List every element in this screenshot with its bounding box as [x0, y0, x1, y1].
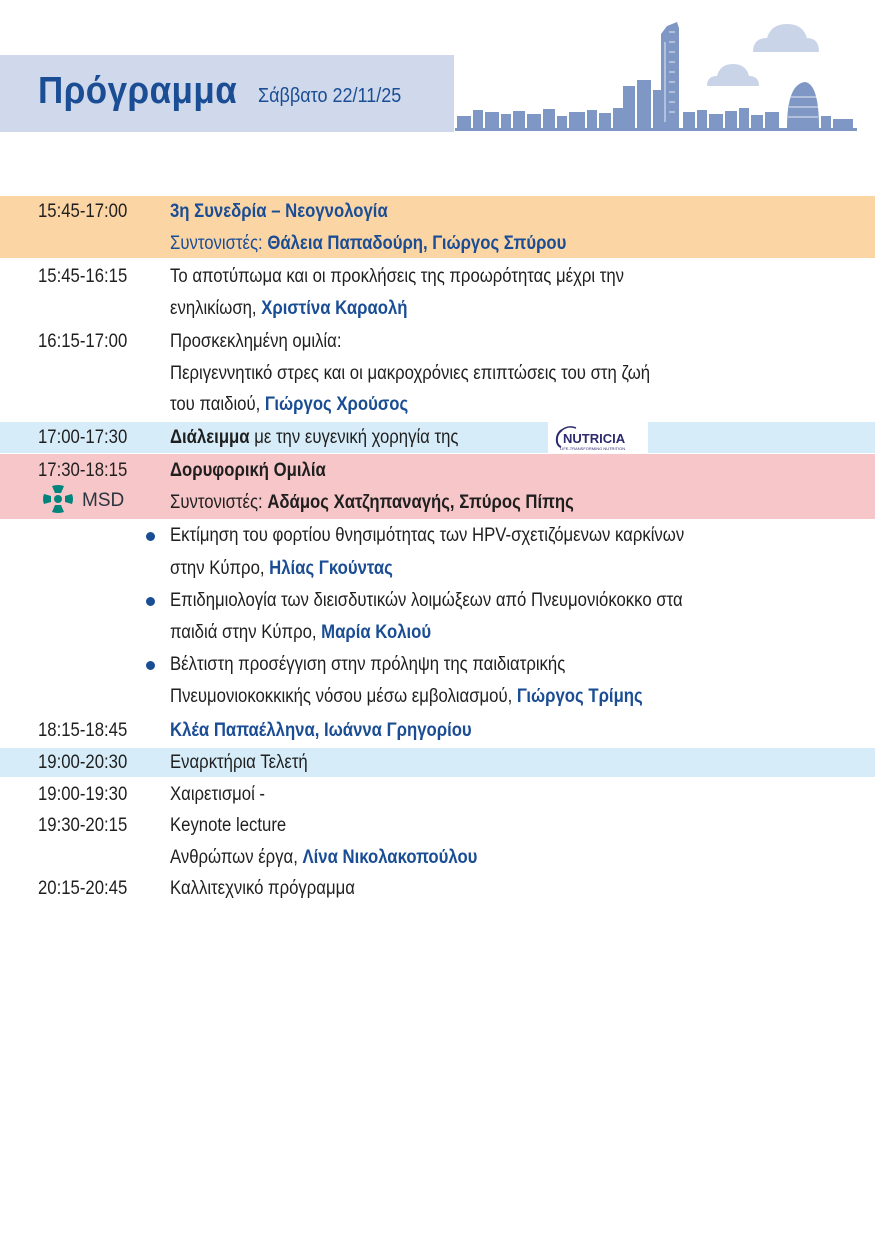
item-title: Εκτίμηση του φορτίου θνησιμότητας των HPV-σχετιζόμενων καρκίνων [170, 525, 685, 546]
moderators-label: Συντονιστές: [170, 492, 263, 513]
slot-time: 20:15-20:45 [38, 878, 128, 899]
bullet-item [0, 649, 875, 681]
city-skyline-illustration [455, 12, 865, 137]
schedule-row [0, 873, 875, 905]
break-row [0, 422, 875, 454]
talk-time: 15:45-16:15 [38, 266, 128, 287]
bullet-item-continued [0, 617, 875, 649]
schedule-row [0, 261, 875, 293]
opening-title: Εναρκτήρια Τελετή [170, 752, 308, 773]
break-label-bold: Διάλειμμα [170, 427, 250, 448]
speaker-name: Χριστίνα Καραολή [261, 298, 408, 319]
item-title-continued [170, 553, 393, 585]
speaker-name: Γιώργος Χρούσος [264, 394, 409, 415]
satellite-moderators-row [0, 487, 875, 519]
talk-title-text: του παιδιού, [170, 394, 261, 415]
slot-text: Ανθρώπων έργα, [170, 847, 298, 868]
schedule-row [0, 326, 875, 358]
session-title: 3η Συνεδρία – Νεογνολογία [170, 201, 388, 222]
speaker-name: Γιώργος Τρίμης [516, 686, 643, 707]
session-moderators-row [0, 228, 875, 260]
satellite-title: Δορυφορική Ομιλία [170, 460, 326, 481]
opening-header-row [0, 747, 875, 779]
item-title-continued [170, 681, 643, 713]
talk-time: 16:15-17:00 [38, 331, 128, 352]
slot-time: 19:30-20:15 [38, 815, 128, 836]
bullet-icon [146, 532, 155, 541]
speaker-name: Μαρία Κολιού [321, 622, 432, 643]
schedule-row [0, 389, 875, 421]
item-title: Βέλτιστη προσέγγιση στην πρόληψη της παιδιατρικής [170, 654, 566, 675]
talk-title-text: ενηλικίωση, [170, 298, 257, 319]
page-title: Πρόγραμμα [38, 70, 238, 112]
bullet-item-continued [0, 553, 875, 585]
session-time: 15:45-17:00 [38, 201, 128, 222]
svg-text:LIFE-TRANSFORMING NUTRITION: LIFE-TRANSFORMING NUTRITION [560, 446, 626, 451]
moderators-names: Αδάμος Χατζηπαναγής, Σπύρος Πίπης [267, 492, 574, 513]
satellite-header-row [0, 455, 875, 487]
satellite-time: 17:30-18:15 [38, 460, 128, 481]
schedule-row [0, 842, 875, 874]
item-text: Πνευμονιοκοκκικής νόσου μέσω εμβολιασμού, [170, 686, 513, 707]
satellite-moderators [170, 487, 574, 519]
speaker-name: Ηλίας Γκούντας [269, 558, 393, 579]
cloud-icon [707, 24, 819, 86]
schedule-row [0, 293, 875, 325]
bullet-item [0, 585, 875, 617]
bullet-icon [146, 597, 155, 606]
bullet-item [0, 520, 875, 552]
session-moderators [170, 228, 566, 260]
event-date: Σάββατο 22/11/25 [258, 85, 402, 107]
bullet-item-continued [0, 681, 875, 713]
schedule-row [0, 779, 875, 811]
talk-title-continued [170, 293, 407, 325]
svg-text:MSD: MSD [82, 490, 125, 511]
item-text: στην Κύπρο, [170, 558, 265, 579]
talk-label: Προσκεκλημένη ομιλία: [170, 331, 342, 352]
slot-title: Keynote lecture [170, 815, 287, 836]
item-text: παιδιά στην Κύπρο, [170, 622, 317, 643]
break-label [170, 422, 458, 454]
bullet-icon [146, 661, 155, 670]
break-label-rest: με την ευγενική χορηγία της [254, 427, 459, 448]
talk-title: Περιγεννητικό στρες και οι μακροχρόνιες επιπτώσεις του στη ζωή [170, 363, 651, 384]
item-title: Επιδημιολογία των διεισδυτικών λοιμώξεων από Πνευμονιόκοκκο στα [170, 590, 683, 611]
nutricia-logo [548, 422, 648, 453]
session-header-row [0, 196, 875, 228]
break-time: 17:00-17:30 [38, 427, 128, 448]
slot-time: 19:00-19:30 [38, 784, 128, 805]
schedule-row [0, 715, 875, 747]
talk-title: Το αποτύπωμα και οι προκλήσεις της προωρότητας μέχρι την [170, 266, 625, 287]
slot-title: Καλλιτεχνικό πρόγραμμα [170, 878, 355, 899]
schedule-row [0, 810, 875, 842]
moderators-label: Συντονιστές: [170, 233, 263, 254]
speaker-name: Λίνα Νικολακοπούλου [302, 847, 478, 868]
opening-time: 19:00-20:30 [38, 752, 128, 773]
talk-title-continued [170, 389, 408, 421]
svg-text:NUTRICIA: NUTRICIA [563, 431, 626, 446]
slot-time: 18:15-18:45 [38, 720, 128, 741]
moderators-names: Θάλεια Παπαδούρη, Γιώργος Σπύρου [267, 233, 567, 254]
item-title-continued [170, 617, 431, 649]
speaker-names: Κλέα Παπαέλληνα, Ιωάννα Γρηγορίου [170, 720, 472, 741]
slot-title: Χαιρετισμοί - [170, 784, 265, 805]
schedule-row [0, 358, 875, 390]
slot-title-continued [170, 842, 477, 874]
